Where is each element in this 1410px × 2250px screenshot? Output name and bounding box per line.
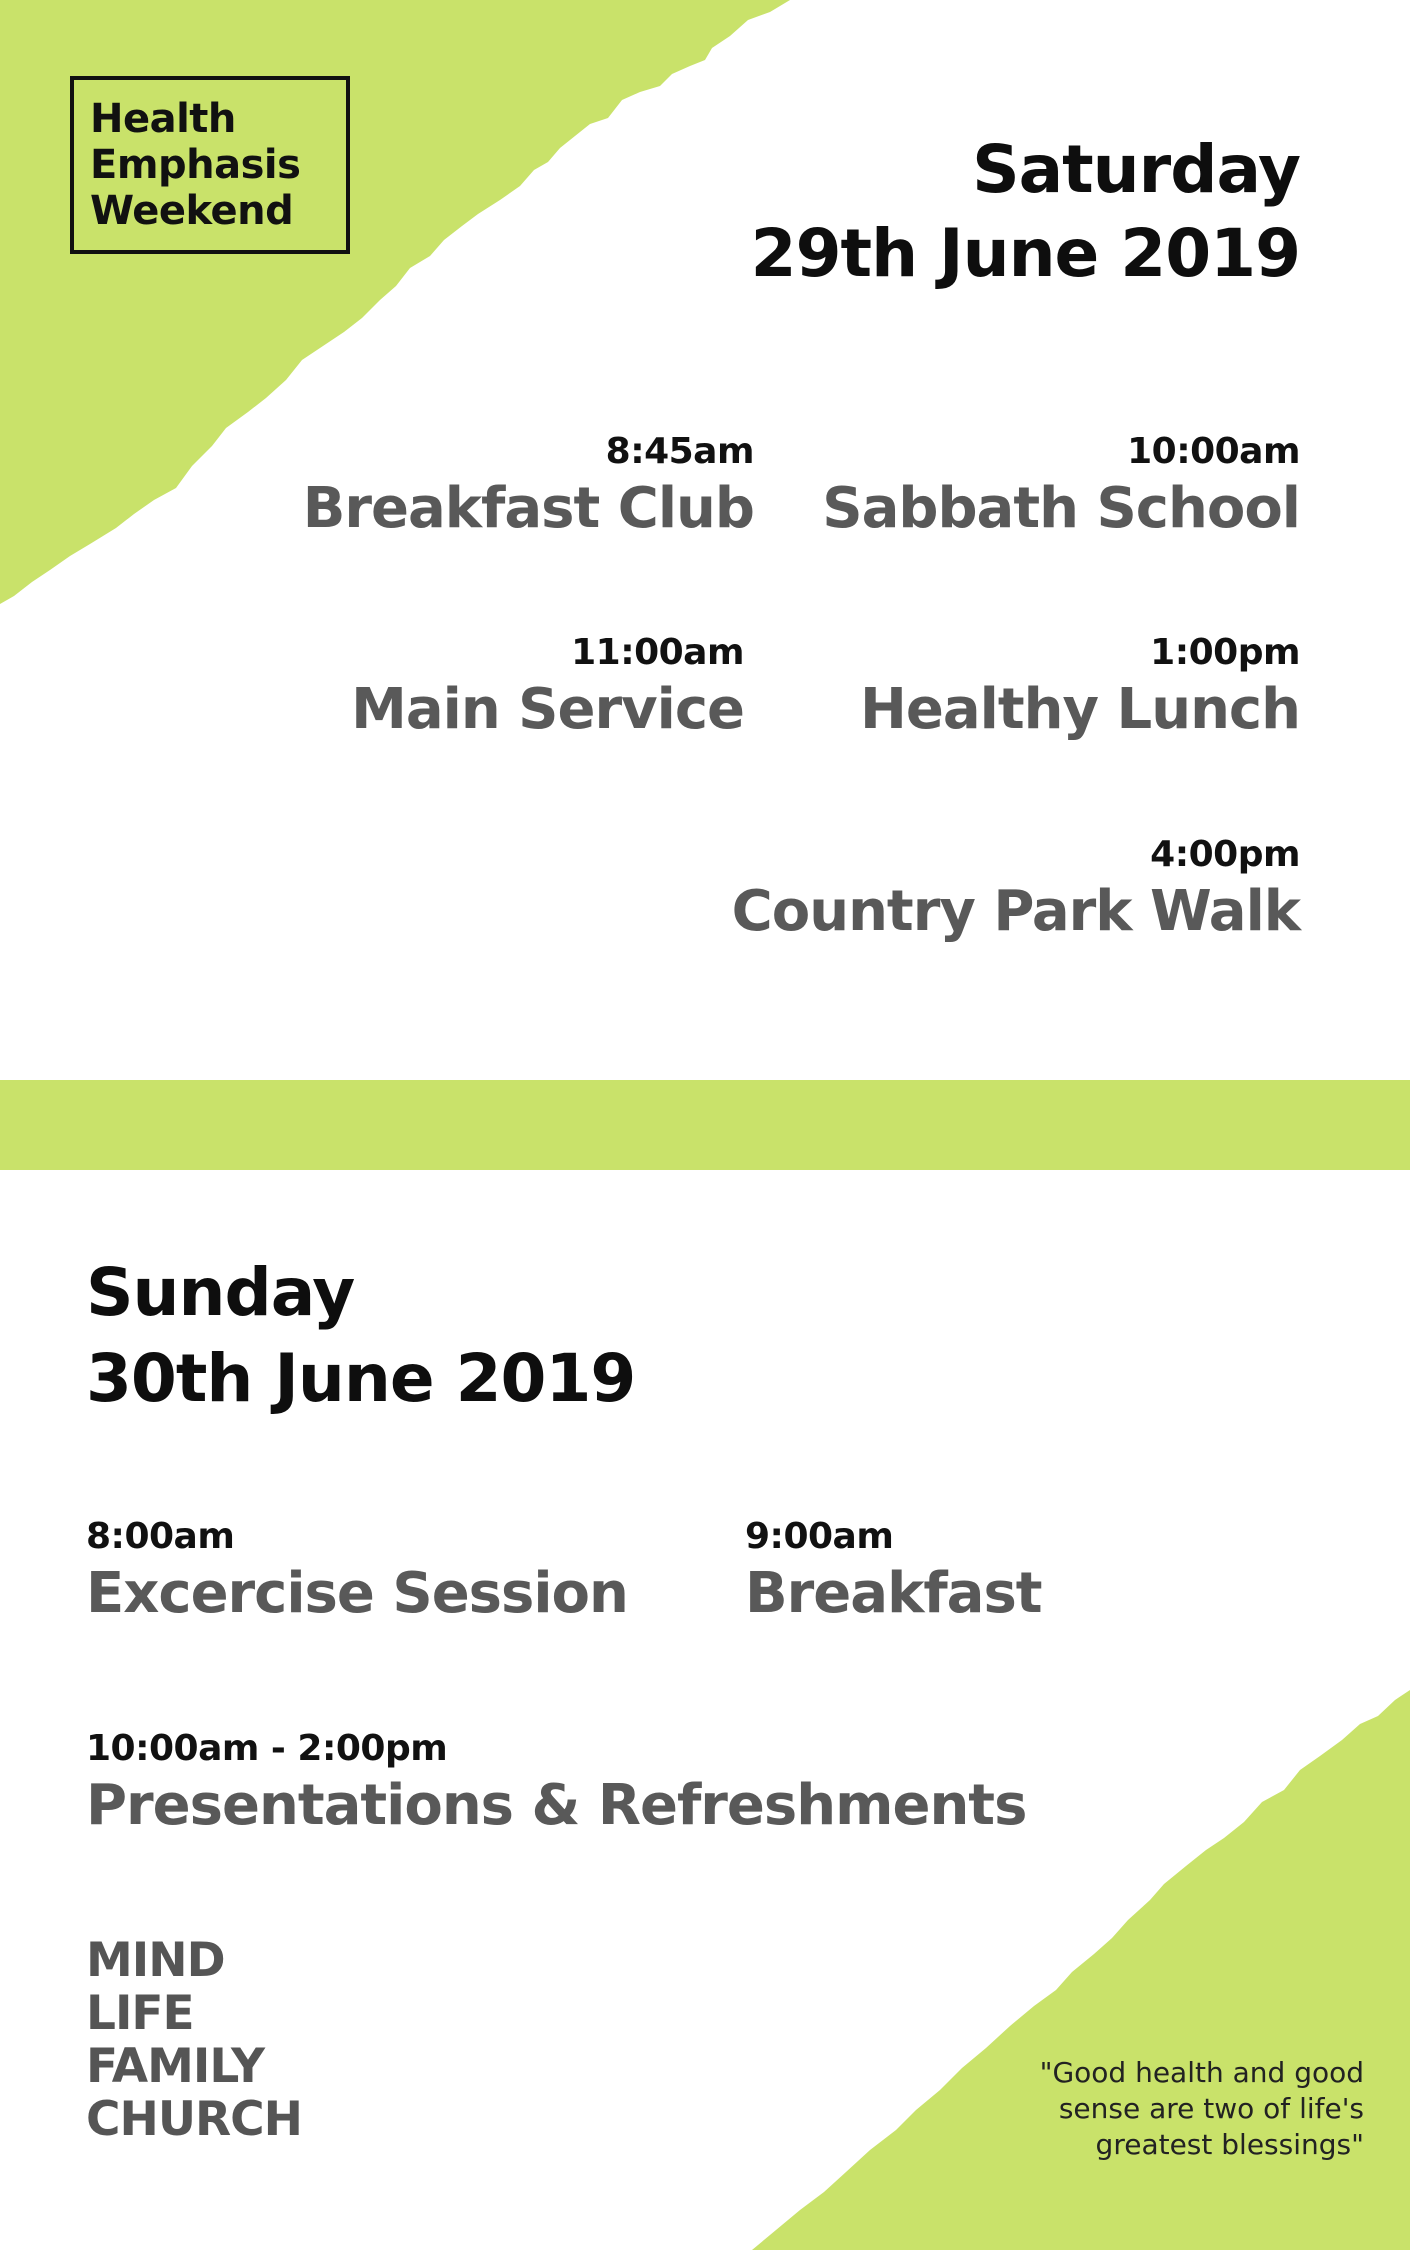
pillar-life: LIFE xyxy=(86,1986,194,2041)
sunday-event-2 xyxy=(745,1515,1042,1629)
pillar-family: FAMILY xyxy=(86,2039,265,2094)
saturday-date: 29th June 2019 xyxy=(750,215,1300,292)
quote-line-2: sense are two of life's xyxy=(1058,2092,1364,2125)
event-name: Sabbath School xyxy=(822,476,1300,541)
sunday-day: Sunday xyxy=(86,1254,355,1331)
saturday-event-3 xyxy=(351,631,744,745)
event-time: 10:00am xyxy=(1127,431,1300,472)
saturday-event-5 xyxy=(732,833,1300,947)
saturday-day: Saturday xyxy=(972,131,1300,208)
event-time: 10:00am - 2:00pm xyxy=(86,1728,448,1769)
event-name: Main Service xyxy=(351,677,744,742)
section-divider-band xyxy=(0,1080,1410,1170)
saturday-event-4 xyxy=(860,631,1300,745)
logo-line-3: Weekend xyxy=(90,188,294,234)
event-time: 4:00pm xyxy=(1150,834,1300,875)
event-time: 1:00pm xyxy=(1150,632,1300,673)
sunday-event-3 xyxy=(86,1727,1026,1841)
church-pillars xyxy=(86,1934,302,2146)
pillar-church: CHURCH xyxy=(86,2092,303,2147)
event-time: 8:00am xyxy=(86,1516,235,1557)
event-name: Healthy Lunch xyxy=(860,677,1300,742)
event-logo-box xyxy=(70,76,350,254)
logo-line-2: Emphasis xyxy=(90,142,301,188)
sunday-date: 30th June 2019 xyxy=(86,1340,636,1417)
event-name: Country Park Walk xyxy=(731,879,1300,944)
event-name: Presentations & Refreshments xyxy=(86,1773,1027,1838)
logo-line-1: Health xyxy=(90,96,236,142)
event-time: 9:00am xyxy=(745,1516,894,1557)
saturday-heading xyxy=(751,128,1300,296)
pillar-mind: MIND xyxy=(86,1933,225,1988)
sunday-event-1 xyxy=(86,1515,628,1629)
quote-line-3: greatest blessings" xyxy=(1095,2128,1364,2161)
event-name: Breakfast xyxy=(745,1561,1042,1626)
event-time: 11:00am xyxy=(571,632,744,673)
event-time: 8:45am xyxy=(605,431,754,472)
quote-line-1: "Good health and good xyxy=(1039,2056,1364,2089)
event-name: Excercise Session xyxy=(86,1561,628,1626)
event-name: Breakfast Club xyxy=(302,476,754,541)
saturday-event-1 xyxy=(303,430,754,544)
sunday-heading xyxy=(86,1250,635,1422)
health-quote xyxy=(944,2055,1364,2163)
saturday-event-2 xyxy=(822,430,1300,544)
